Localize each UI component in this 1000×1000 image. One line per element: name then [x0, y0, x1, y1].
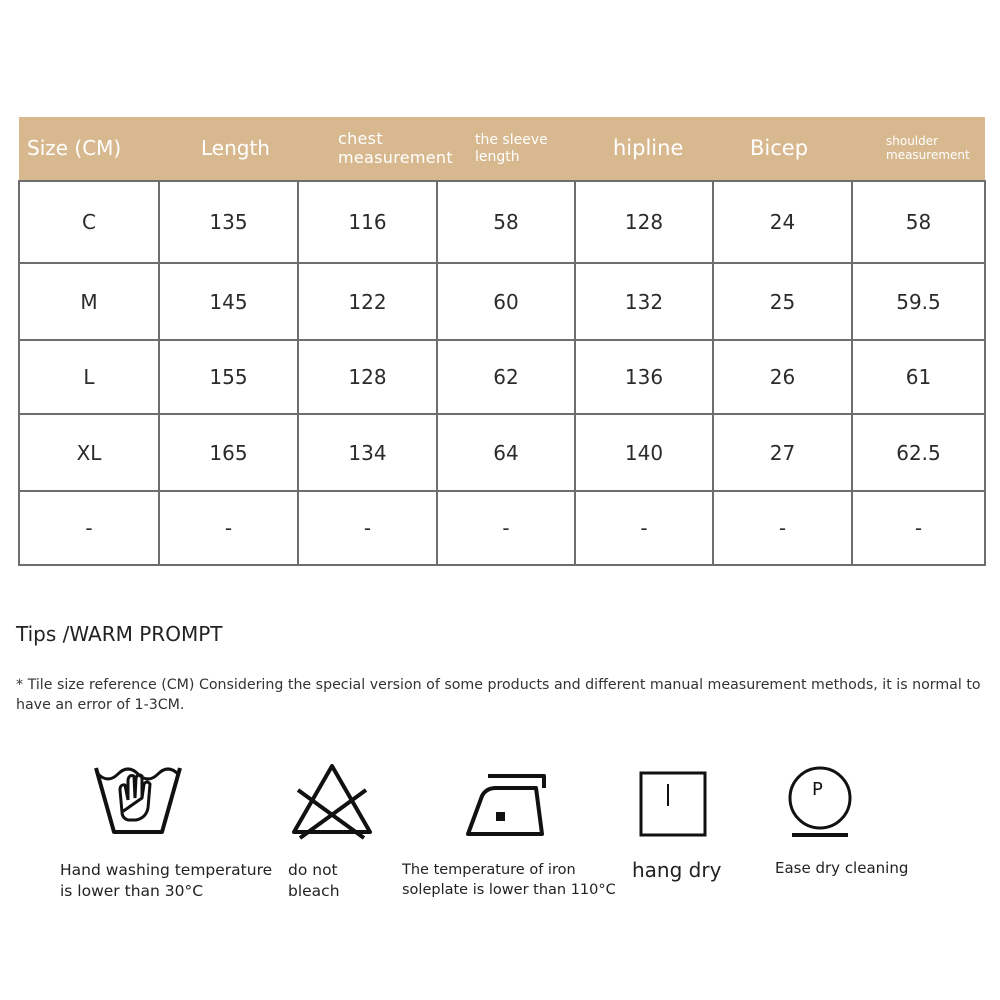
- cell-chest: 122: [298, 263, 437, 340]
- iron-icon: [464, 760, 546, 840]
- hang-dry-label: hang dry: [632, 858, 722, 882]
- cell-bicep: -: [713, 491, 852, 565]
- cell-shoulder: 61: [852, 340, 985, 414]
- table-row: [19, 181, 985, 263]
- cell-bicep: 25: [713, 263, 852, 340]
- cell-length: 165: [159, 414, 298, 491]
- cell-chest: 116: [298, 181, 437, 263]
- cell-hipline: 140: [575, 414, 713, 491]
- cell-sleeve: 64: [437, 414, 575, 491]
- cell-size: C: [19, 181, 159, 263]
- table-row: [19, 414, 985, 491]
- cell-shoulder: 62.5: [852, 414, 985, 491]
- size-chart-table: [18, 117, 986, 566]
- tips-title: Tips /WARM PROMPT: [16, 622, 223, 646]
- cell-chest: -: [298, 491, 437, 565]
- hand-wash-label: Hand washing temperature is lower than 30°C: [60, 861, 273, 900]
- no-bleach-label: do not bleach: [288, 861, 340, 900]
- cell-hipline: 136: [575, 340, 713, 414]
- header-shoulder: shoulder measurement: [852, 117, 985, 181]
- header-bicep: Bicep: [713, 117, 852, 181]
- tips-note: * Tile size reference (CM) Considering the special version of some products and different manual measurement methods, it is normal to have an error of 1-3CM.: [16, 677, 981, 713]
- cell-shoulder: 59.5: [852, 263, 985, 340]
- cell-chest: 128: [298, 340, 437, 414]
- cell-sleeve: 58: [437, 181, 575, 263]
- iron-label: The temperature of iron soleplate is lower than 110°C: [402, 862, 616, 898]
- cell-bicep: 24: [713, 181, 852, 263]
- cell-hipline: 132: [575, 263, 713, 340]
- cell-sleeve: 60: [437, 263, 575, 340]
- dry-clean-label: Ease dry cleaning: [775, 859, 909, 877]
- cell-chest: 134: [298, 414, 437, 491]
- cell-sleeve: -: [437, 491, 575, 565]
- header-length: Length: [159, 117, 298, 181]
- cell-length: 155: [159, 340, 298, 414]
- table-header-row: [19, 117, 985, 181]
- dry-clean-symbol: P: [812, 779, 823, 800]
- header-chest: chest measurement: [298, 117, 437, 181]
- table-row: [19, 263, 985, 340]
- no-bleach-icon: [290, 760, 374, 840]
- cell-size: L: [19, 340, 159, 414]
- cell-shoulder: 58: [852, 181, 985, 263]
- cell-bicep: 27: [713, 414, 852, 491]
- cell-length: 145: [159, 263, 298, 340]
- dry-clean-icon: [784, 764, 856, 840]
- cell-size: M: [19, 263, 159, 340]
- hand-wash-icon: [92, 760, 184, 840]
- cell-hipline: 128: [575, 181, 713, 263]
- cell-bicep: 26: [713, 340, 852, 414]
- table-row: [19, 340, 985, 414]
- cell-hipline: -: [575, 491, 713, 565]
- header-hipline: hipline: [575, 117, 713, 181]
- header-sleeve: the sleeve length: [437, 117, 575, 181]
- cell-sleeve: 62: [437, 340, 575, 414]
- cell-length: -: [159, 491, 298, 565]
- header-size: Size (CM): [19, 117, 159, 181]
- cell-shoulder: -: [852, 491, 985, 565]
- cell-size: -: [19, 491, 159, 565]
- cell-size: XL: [19, 414, 159, 491]
- table-row: [19, 491, 985, 565]
- cell-length: 135: [159, 181, 298, 263]
- hang-dry-icon: [638, 770, 708, 838]
